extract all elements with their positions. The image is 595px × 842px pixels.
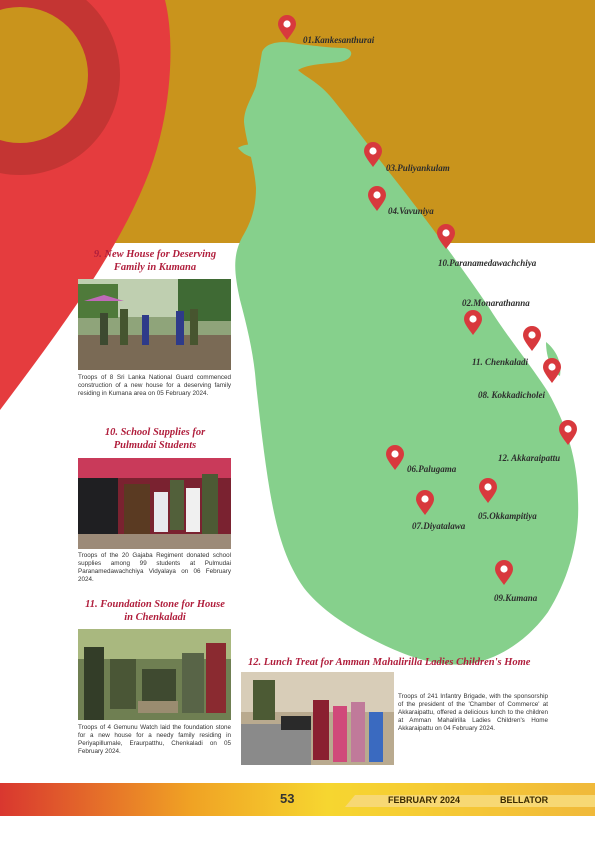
location-label-okkampitiya: 05.Okkampitiya [478,511,537,521]
map-pin-icon-okkampitiya [478,478,498,504]
section-11-title-line1: 11. Foundation Stone for House [85,599,225,610]
location-label-diyatalawa: 07.Diyatalawa [412,521,466,531]
map-pin-icon-chenkaladi [522,326,542,352]
map-pin-icon-paranamedawachchiya [436,224,456,250]
map-pin-icon-palugama [385,445,405,471]
section-10-caption: Troops of the 20 Gajaba Regiment donated school supplies among 99 students at Pulmudai Paranamedawachchiya Vidyalaya on 06 February 2024. [78,552,231,583]
section-9-title-line1: 9. New House for Deserving [93,249,217,260]
map-pin-icon-akkaraipattu [558,420,578,446]
section-10-title [78,426,232,452]
location-label-kankesanthurai: 01.Kankesanthurai [303,35,375,45]
section-10-photo [78,458,231,549]
map-pin-icon-puliyankulam [363,142,383,168]
page-number: 53 [280,791,295,806]
map-pin-icon-monarathanna [463,310,483,336]
section-11-title-line2: in Chenkaladi [124,612,186,623]
section-12-caption: Troops of 241 Infantry Brigade, with the sponsorship of the president of the 'Chamber of Commerce' at Akkaraipattu, offered a delicious lunch to the children at Amman Mahalirilla Ladies Children's Home Akkaraipattu on 04 February 2024. [398,693,548,732]
map-pin-icon-kumana [494,560,514,586]
location-label-chenkaladi: 11. Chenkaladi [472,357,529,367]
section-9-photo [78,279,231,370]
section-9-title-line2: Family in Kumana [113,262,197,273]
location-label-akkaraipattu: 12. Akkaraipattu [498,453,561,463]
section-11-caption: Troops of 4 Gemunu Watch laid the foundation stone for a new house for a needy family residing in Periyapillumale, Eraurpatthu, Chenkaladi on 05 February 2024. [78,724,231,755]
map-pin-icon-vavuniya [367,186,387,212]
location-label-monarathanna: 02.Monarathanna [462,298,530,308]
footer-magazine-name: BELLATOR [500,795,549,805]
island-shape [235,42,578,665]
section-12-title: 12. Lunch Treat for Amman Mahalirilla Ladies Children's Home [248,657,531,668]
location-label-paranamedawachchiya: 10.Paranamedawachchiya [438,258,537,268]
map-pin-icon-kokkadicholei [542,358,562,384]
location-label-kokkadicholei: 08. Kokkadicholei [478,390,545,400]
section-10-title-line2: Pulmudai Students [113,440,197,451]
section-12-photo [241,672,394,765]
location-label-palugama: 06.Palugama [407,464,457,474]
location-label-vavuniya: 04.Vavuniya [388,206,434,216]
map-pin-icon-kankesanthurai [277,15,297,41]
location-label-kumana: 09.Kumana [494,593,538,603]
location-label-puliyankulam: 03.Puliyankulam [386,163,450,173]
section-10-title-line1: 10. School Supplies for [104,427,206,438]
footer-date: FEBRUARY 2024 [388,795,461,805]
section-9-caption: Troops of 8 Sri Lanka National Guard commenced construction of a new house for a deserving family residing in Kumana area on 05 February 2024. [78,374,231,397]
section-11-photo [78,629,231,720]
map-pin-icon-diyatalawa [415,490,435,516]
section-11-title [78,598,232,624]
section-9-title [78,248,232,274]
